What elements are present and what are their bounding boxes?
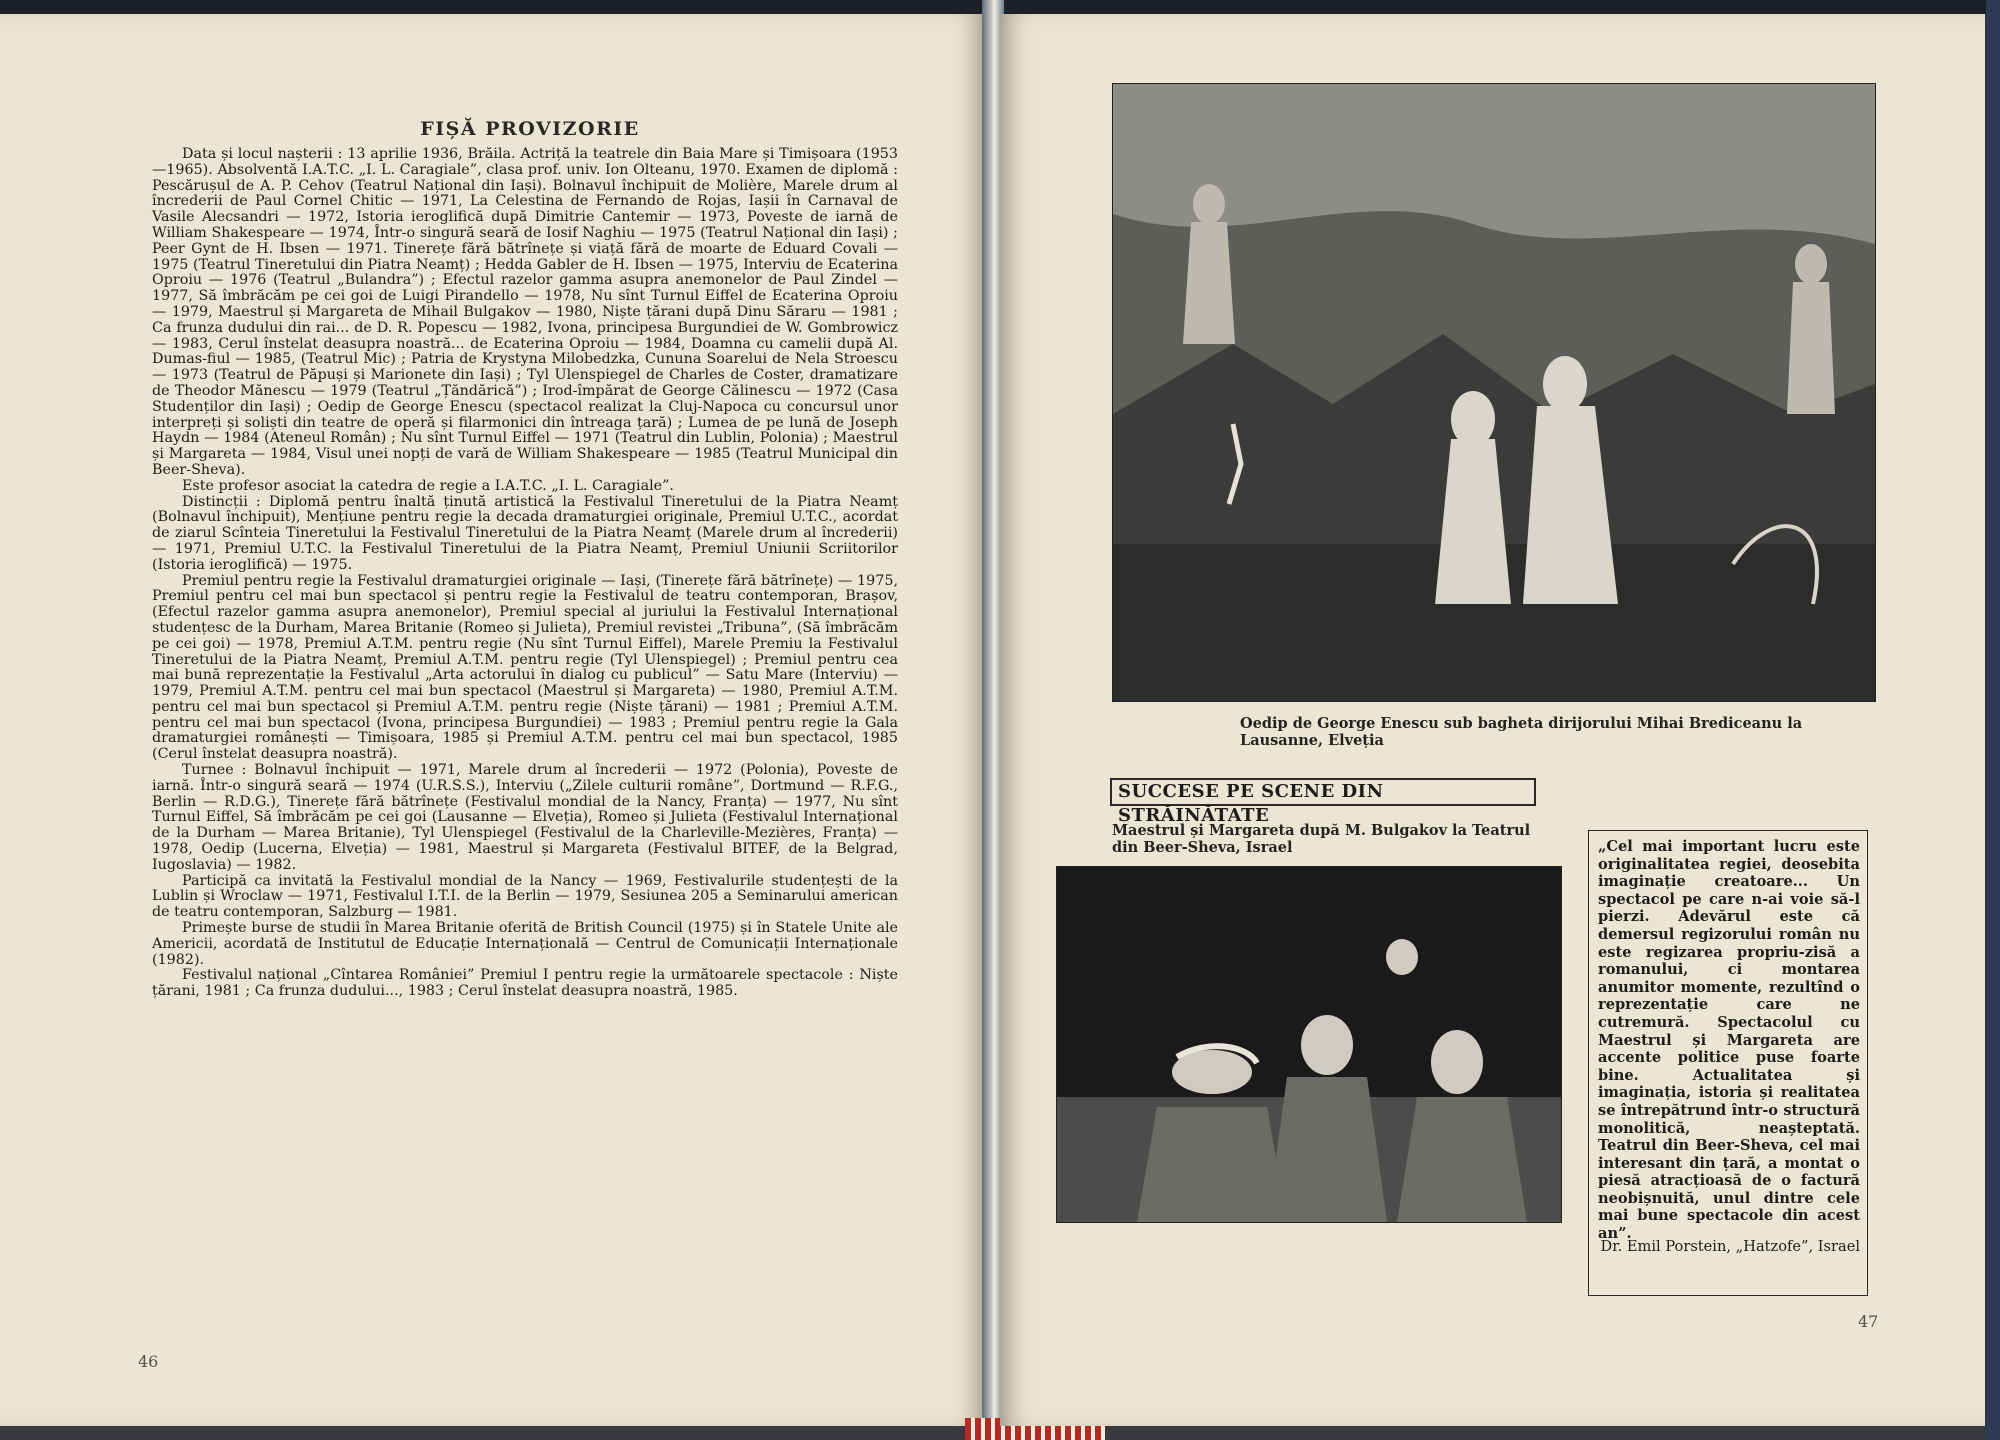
stage-scene-illustration — [1113, 84, 1875, 701]
quote-author: Dr. Emil Porstein, „Hatzofe”, Israel — [1600, 1238, 1860, 1255]
actors-scene-illustration — [1057, 867, 1561, 1222]
review-quote: „Cel mai important lucru este originalitatea regiei, deosebita imaginație creatoare... Un spectacol pe care n-ai voie să-l pierzi. Adevărul este că demersul regizorului român nu este regizarea propriu-zisă a romanului, ci montarea anumitor momente, rezultînd o reprezentație care ne cutremură. Spectacolul cu Maestrul și Margareta are accente politice puse foarte bine. Actualitatea și imaginația, istoria și realitatea se întrepătrund într-o structură monolitică, neașteptată. Teatrul din Beer-Sheva, cel mai interesant din țară, a montat o piesă atracțioasă de o factură neobișnuită, unul dintre cele mai bune spectacole din acest an”. — [1598, 838, 1860, 1243]
paragraph-life: Data și locul nașterii : 13 aprilie 1936, Brăila. Actriță la teatrele din Baia Mare și Timișoara (1953—1965). Absolventă I.A.T.C. „I. L. Caragiale”, clasa prof. univ. Ion Olteanu, 1970. Examen de diplomă : Pescărușul de A. P. Cehov (Teatrul Național din Iași). Bolnavul închipuit de Molière, Marele drum al încrederii de Paul Cornel Chitic — 1971, La Celestina de Fernando de Rojas, Iașii în Carnaval de Vasile Alecsandri — 1972, Istoria ieroglifică după Dimitrie Cantemir — 1973, Poveste de iarnă de William Shakespeare — 1974, Într-o singură seară de Iosif Naghiu — 1975 (Teatrul Național din Iași) ; Peer Gynt de H. Ibsen — 1971. Tinerețe fără bătrînețe și viață fără de moarte de Eduard Covali — 1975 (Teatrul Tineretului din Piatra Neamț) ; Hedda Gabler de H. Ibsen — 1975, Interviu de Ecaterina Oproiu — 1976 (Teatrul „Bulandra”) ; Efectul razelor gamma asupra anemonelor de Paul Zindel — 1977, Să îmbrăcăm pe cei goi de Luigi Pirandello — 1978, Nu sînt Turnul Eiffel de Ecaterina Oproiu — 1979, Maestrul și Margareta de Mihail Bulgakov — 1980, Niște țărani după Dinu Săraru — 1981 ; Ca frunza dudului din rai... de D. R. Popescu — 1982, Ivona, principesa Burgundiei de W. Gombrowicz — 1983, Cerul înstelat deasupra noastră... de Ecaterina Oproiu — 1984, Doamna cu camelii după Al. Dumas-fiul — 1985, (Teatrul Mic) ; Patria de Krystyna Milobedzka, Cununa Soarelui de Nela Stroescu — 1973 (Teatrul de Păpuși și Marionete din Iași) ; Tyl Ulenspiegel de Charles de Coster, dramatizare de Theodor Mănescu — 1979 (Teatrul „Țăndărică”) ; Irod-împărat de George Călinescu — 1972 (Casa Studenților din Iași) ; Oedip de George Enescu (spectacol realizat la Cluj-Napoca cu concursul unor interpreți și soliști din teatre de operă și filarmonici din întreaga țară) ; Lumea de pe lună de Joseph Haydn — 1984 (Ateneul Român) ; Nu sînt Turnul Eiffel — 1971 (Teatrul din Lublin, Polonia) ; Maestrul și Margareta — 1984, Visul unei nopți de vară de William Shakespeare — 1985 (Teatrul Municipal din Beer-Sheva). — [152, 146, 898, 478]
paragraph-tours: Turnee : Bolnavul închipuit — 1971, Marele drum al încrederii — 1972 (Polonia), Poveste de iarnă. Într-o singură seară — 1974 (U.R.S.S.), Interviu („Zilele culturii române”, Dortmund — R.F.G., Berlin — R.D.G.), Tinerețe fără bătrînețe (Festivalul mondial de la Nancy, Franța) — 1977, Nu sînt Turnul Eiffel, Să îmbrăcăm pe cei goi (Lausanne — Elveția), Romeo și Julieta (Festivalul Internațional de la Durham — Marea Britanie), Tyl Ulenspiegel (Festivalul de la Charleville-Mezières, Franța) — 1978, Oedip (Lucerna, Elveția) — 1981, Maestrul și Margareta (Festivalul BITEF, de la Belgrad, Iugoslavia) — 1982. — [152, 762, 898, 873]
paragraph-distinctions: Distincții : Diplomă pentru înaltă ținută artistică la Festivalul Tineretului de la Piatra Neamț (Bolnavul închipuit), Mențiune pentru regie la decada dramaturgiei originale, Premiul U.T.C., acordat de ziarul Scînteia Tineretului la Festivalul Tineretului de la Piatra Neamț (Marele drum al încrederii) — 1971, Premiul U.T.C. la Festivalul Tineretului de la Piatra Neamț, Premiul Uniunii Scriitorilor (Istoria ieroglifică) — 1975. — [152, 493, 898, 573]
oedip-stage-photo — [1112, 83, 1876, 702]
maestrul-stage-photo — [1056, 866, 1562, 1223]
paragraph-scholarships: Primește burse de studii în Marea Britanie oferită de British Council (1975) și în Statele Unite ale Americii, acordată de Institutul de Educație Internațională — Centrul de Comunicații Internaționale (1982). — [152, 920, 898, 968]
page-title: FIȘĂ PROVIZORIE — [420, 118, 640, 140]
paragraph-festival: Festivalul național „Cîntarea României” Premiul I pentru regie la următoarele spectacole : Niște țărani, 1981 ; Ca frunza dudului..., 1983 ; Cerul înstelat deasupra noastră, 1985. — [152, 967, 898, 1000]
page-number-right: 47 — [1858, 1312, 1879, 1331]
paragraph-awards: Premiul pentru regie la Festivalul dramaturgiei originale — Iași, (Tinerețe fără bătrînețe) — 1975, Premiul pentru cel mai bun spectacol și pentru regie la Festivalul de teatru contemporan, Brașov, (Efectul razelor gamma asupra anemonelor), Premiul special al juriului la Festivalul Internațional studențesc de la Durham, Marea Britanie (Romeo și Julieta), Premiul revistei „Tribuna”, (Să îmbrăcăm pe cei goi) — 1978, Premiul A.T.M. pentru regie (Nu sînt Turnul Eiffel), Marele Premiu la Festivalul Tineretului de la Piatra Neamț, Premiul A.T.M. pentru regie (Tyl Ulenspiegel) ; Premiul pentru cea mai bună reprezentație la Festivalul „Arta actorului în dialog cu publicul” — Satu Mare (Interviu) — 1979, Premiul A.T.M. pentru cel mai bun spectacol (Maestrul și Margareta) — 1980, Premiul A.T.M. pentru cel mai bun spectacol și Premiul A.T.M. pentru regie (Niște țărani) — 1981 ; Premiul A.T.M. pentru cel mai bun spectacol (Ivona, principesa Burgundiei) — 1983 ; Premiul pentru regie la Gala dramaturgiei românești — Timișoara, 1985 și Premiul A.T.M. pentru cel mai bun spectacol, 1985 (Cerul înstelat deasupra noastră). — [152, 572, 898, 763]
photo1-caption: Oedip de George Enescu sub bagheta dirijorului Mihai Brediceanu la Lausanne, Elveția — [1240, 715, 1803, 749]
biography-text — [152, 147, 898, 1000]
paragraph-invitations: Participă ca invitată la Festivalul mondial de la Nancy — 1969, Festivalurile studențești de la Lublin și Wroclaw — 1971, Festivalul I.T.I. de la Berlin — 1979, Sesiunea 205 a Seminarului american de teatru contemporan, Salzburg — 1981. — [152, 872, 898, 921]
section-heading: SUCCESE PE SCENE DIN STRĂINĂTATE — [1110, 778, 1536, 806]
page-number-left: 46 — [138, 1352, 159, 1371]
cover-edge — [1986, 0, 2000, 1440]
paragraph-professor: Este profesor asociat la catedra de regie a I.A.T.C. „I. L. Caragiale”. — [182, 477, 674, 494]
photo2-caption: Maestrul și Margareta după M. Bulgakov la Teatrul din Beer-Sheva, Israel — [1112, 822, 1531, 856]
